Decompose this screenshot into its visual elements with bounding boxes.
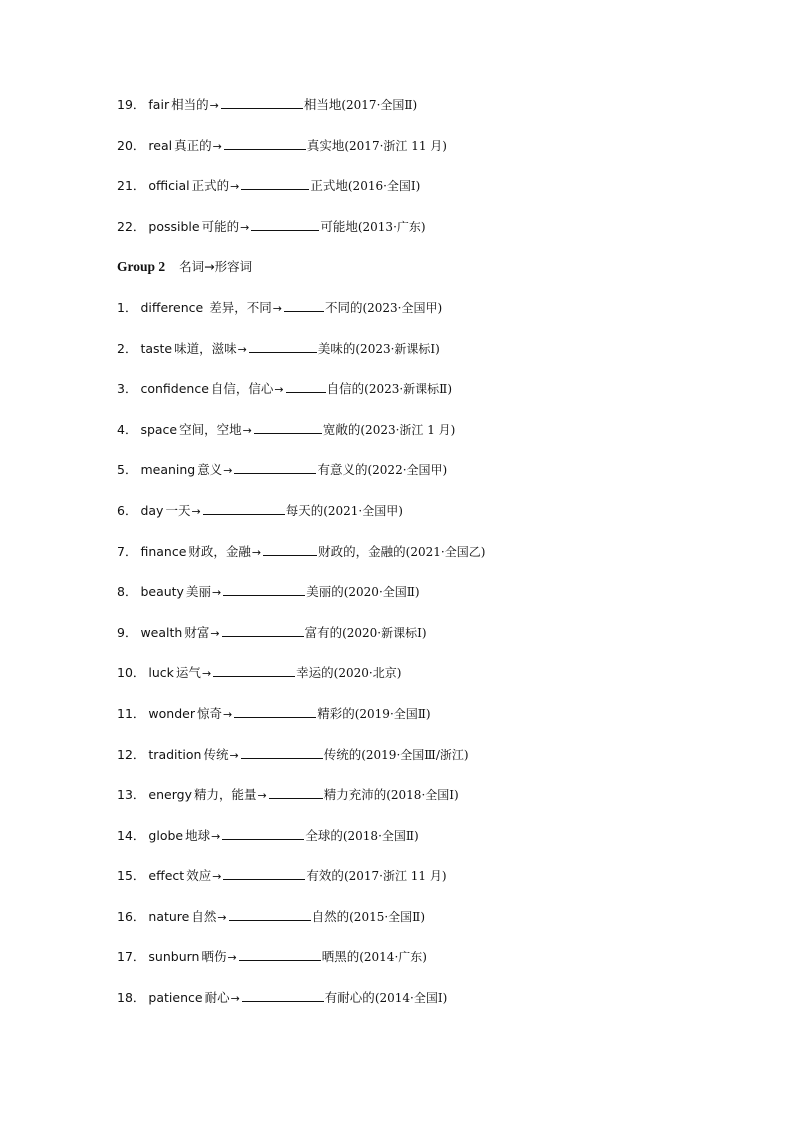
item-source: (2018·全国Ⅰ)	[386, 788, 459, 803]
item-word: beauty	[140, 584, 184, 600]
item-result: 传统的	[323, 746, 362, 762]
list-item	[117, 937, 757, 978]
item-number: 12．	[117, 746, 146, 762]
arrow-icon: →	[257, 789, 267, 803]
item-meaning: 传统	[203, 746, 229, 762]
answer-blank[interactable]	[234, 703, 316, 718]
item-meaning: 一天	[165, 502, 191, 518]
answer-blank[interactable]	[269, 784, 323, 799]
item-number: 14．	[117, 827, 146, 843]
list-item	[117, 166, 757, 207]
answer-blank[interactable]	[224, 135, 306, 150]
item-word: space	[140, 421, 178, 437]
list-item	[117, 816, 757, 857]
item-number: 16．	[117, 908, 146, 924]
item-meaning: 正式的	[191, 178, 230, 194]
item-meaning: 自信，信心	[210, 381, 274, 397]
item-meaning: 财富	[184, 624, 210, 640]
answer-blank[interactable]	[229, 906, 311, 921]
item-number: 5．	[117, 462, 138, 478]
item-word: possible	[148, 218, 200, 234]
item-result: 有耐心的	[324, 990, 375, 1006]
arrow-icon: →	[274, 383, 284, 397]
item-word: patience	[148, 990, 203, 1006]
item-meaning: 耐心	[204, 990, 230, 1006]
list-item	[117, 85, 757, 126]
answer-blank[interactable]	[286, 378, 326, 393]
item-result: 美丽的	[306, 584, 344, 600]
arrow-icon: →	[222, 707, 233, 721]
arrow-icon: →	[209, 99, 219, 112]
item-meaning: 地球	[185, 827, 211, 843]
item-result: 精力充沛的	[323, 787, 387, 803]
list-item	[117, 126, 757, 167]
item-result: 财政的，金融的	[318, 543, 406, 559]
answer-blank[interactable]	[221, 94, 303, 109]
item-meaning: 相当的	[171, 97, 209, 112]
item-word: sunburn	[148, 949, 200, 965]
item-result: 真实地	[306, 137, 345, 153]
item-source: (2020·新课标Ⅰ)	[342, 625, 427, 640]
item-result: 每天的	[285, 502, 324, 518]
item-meaning: 效应	[186, 868, 212, 884]
arrow-icon: →	[210, 626, 220, 640]
arrow-icon: →	[212, 139, 222, 153]
answer-blank[interactable]	[284, 297, 324, 312]
item-word: real	[148, 137, 173, 153]
list-item	[117, 329, 757, 370]
arrow-icon: →	[229, 748, 239, 762]
item-result: 可能地	[320, 218, 358, 234]
item-number: 17．	[117, 949, 146, 965]
item-number: 13．	[117, 787, 146, 803]
item-meaning: 意义	[197, 462, 223, 478]
item-source: (2021·全国乙)	[405, 544, 486, 559]
arrow-icon: →	[212, 870, 222, 884]
item-source: (2019·全国Ⅱ)	[354, 706, 431, 721]
list-item	[117, 978, 757, 1019]
item-result: 正式地	[310, 178, 348, 194]
item-source: (2023·浙江 1 月)	[360, 422, 456, 437]
answer-blank[interactable]	[254, 419, 322, 434]
item-result: 美味的	[317, 340, 356, 356]
item-meaning: 美丽	[185, 584, 211, 600]
item-number: 10．	[117, 665, 146, 681]
item-word: nature	[148, 908, 190, 924]
item-result: 自然的	[311, 908, 350, 924]
item-meaning: 真正的	[174, 137, 212, 153]
list-item	[117, 207, 757, 248]
answer-blank[interactable]	[241, 175, 309, 190]
arrow-icon: →	[237, 342, 247, 356]
list-item	[117, 856, 757, 897]
arrow-icon: →	[251, 545, 262, 559]
group1-items	[117, 85, 757, 1019]
answer-blank[interactable]	[223, 581, 305, 596]
item-source: (2023·新课标Ⅰ)	[355, 341, 440, 356]
item-result: 相当地	[303, 97, 342, 112]
list-item	[117, 450, 757, 491]
arrow-icon: →	[227, 951, 237, 965]
arrow-icon: →	[230, 992, 240, 1006]
item-source: (2013·广东)	[357, 219, 426, 234]
item-number: 20．	[117, 137, 146, 153]
item-result: 自信的	[326, 381, 365, 397]
item-meaning: 空间，空地	[179, 421, 242, 437]
list-item	[117, 897, 757, 938]
item-source: (2019·全国Ⅲ/浙江)	[361, 747, 469, 762]
list-item	[117, 775, 757, 816]
item-source: (2017·浙江 11 月)	[344, 138, 447, 153]
answer-blank[interactable]	[222, 825, 304, 840]
list-item	[117, 369, 757, 410]
item-result: 有效的	[306, 868, 344, 884]
item-source: (2016·全国Ⅰ)	[347, 179, 421, 194]
item-number: 8．	[117, 584, 138, 600]
item-word: tradition	[148, 746, 202, 762]
item-result: 精彩的	[317, 705, 355, 721]
item-source: (2020·北京)	[333, 666, 402, 681]
group-title: 名词→形容词	[179, 259, 253, 275]
arrow-icon: →	[211, 829, 221, 843]
list-item	[117, 653, 757, 694]
list-item	[117, 613, 757, 654]
answer-blank[interactable]	[251, 216, 319, 231]
list-item	[117, 491, 757, 532]
item-source: (2023·全国甲)	[362, 300, 443, 315]
answer-blank[interactable]	[242, 987, 324, 1002]
item-meaning: 可能的	[201, 218, 240, 234]
item-meaning: 财政，金融	[188, 543, 251, 559]
item-result: 不同的	[324, 299, 363, 315]
item-word: meaning	[140, 462, 196, 478]
item-word: finance	[140, 543, 187, 559]
answer-blank[interactable]	[222, 622, 304, 637]
answer-blank[interactable]	[213, 662, 295, 677]
item-number: 19．	[117, 97, 146, 112]
item-word: confidence	[140, 381, 209, 397]
answer-blank[interactable]	[223, 865, 305, 880]
list-item	[117, 288, 757, 329]
item-meaning: 惊奇	[196, 705, 222, 721]
item-number: 15．	[117, 868, 146, 884]
list-item	[117, 694, 757, 735]
item-word: energy	[148, 787, 192, 803]
arrow-icon: →	[230, 180, 240, 194]
item-word: wonder	[148, 705, 195, 721]
answer-blank[interactable]	[241, 744, 323, 759]
list-item	[117, 735, 757, 776]
list-item	[117, 410, 757, 451]
item-number: 11．	[117, 705, 146, 721]
item-word: effect	[148, 868, 185, 884]
arrow-icon: →	[272, 301, 282, 315]
item-source: (2017·全国Ⅱ)	[341, 98, 418, 112]
arrow-icon: →	[191, 504, 201, 518]
item-source: (2020·全国Ⅱ)	[343, 585, 420, 600]
answer-blank[interactable]	[249, 338, 317, 353]
group-label: Group 2	[117, 259, 166, 275]
item-source: (2014·广东)	[359, 950, 427, 965]
answer-blank[interactable]	[203, 500, 285, 515]
item-source: (2022·全国甲)	[367, 463, 448, 478]
item-source: (2014·全国Ⅰ)	[374, 991, 448, 1006]
answer-blank[interactable]	[234, 459, 316, 474]
item-number: 21．	[117, 178, 146, 194]
arrow-icon: →	[201, 667, 212, 681]
item-number: 4．	[117, 421, 138, 437]
item-word: wealth	[140, 624, 183, 640]
item-number: 6．	[117, 502, 138, 518]
item-number: 3．	[117, 381, 138, 397]
item-number: 22．	[117, 218, 146, 234]
item-number: 1．	[117, 299, 138, 315]
item-result: 晒黑的	[321, 949, 360, 965]
item-result: 宽敞的	[322, 421, 361, 437]
arrow-icon: →	[240, 220, 250, 234]
item-meaning: 运气	[175, 665, 201, 681]
arrow-icon: →	[223, 464, 233, 478]
item-word: taste	[140, 340, 173, 356]
item-result: 幸运的	[296, 665, 334, 681]
list-item	[117, 572, 757, 613]
arrow-icon: →	[242, 423, 252, 437]
item-number: 18．	[117, 990, 146, 1006]
item-source: (2021·全国甲)	[323, 503, 403, 518]
item-number: 7．	[117, 543, 138, 559]
item-meaning: 差异，不同	[209, 299, 272, 315]
item-meaning: 精力，能量	[193, 787, 257, 803]
item-result: 有意义的	[317, 462, 368, 478]
item-source: (2018·全国Ⅱ)	[342, 828, 419, 843]
item-meaning: 晒伤	[201, 949, 227, 965]
item-source: (2023·新课标Ⅱ)	[364, 382, 453, 397]
answer-blank[interactable]	[263, 541, 317, 556]
item-source: (2017·浙江 11 月)	[343, 869, 447, 884]
item-result: 富有的	[304, 624, 343, 640]
list-item	[117, 532, 757, 573]
item-meaning: 自然	[191, 908, 217, 924]
item-word: luck	[148, 665, 174, 681]
item-result: 全球的	[305, 827, 343, 843]
item-meaning: 味道，滋味	[174, 340, 237, 356]
item-number: 2．	[117, 340, 138, 356]
item-source: (2015·全国Ⅱ)	[349, 909, 425, 924]
arrow-icon: →	[217, 910, 227, 924]
item-word: globe	[148, 827, 184, 843]
answer-blank[interactable]	[239, 946, 321, 961]
item-word: day	[140, 502, 164, 518]
item-number: 9．	[117, 624, 138, 640]
item-word: official	[148, 178, 190, 194]
group2-heading	[117, 247, 757, 288]
arrow-icon: →	[211, 586, 222, 600]
item-word: fair	[148, 97, 170, 112]
item-word: difference	[140, 299, 204, 315]
